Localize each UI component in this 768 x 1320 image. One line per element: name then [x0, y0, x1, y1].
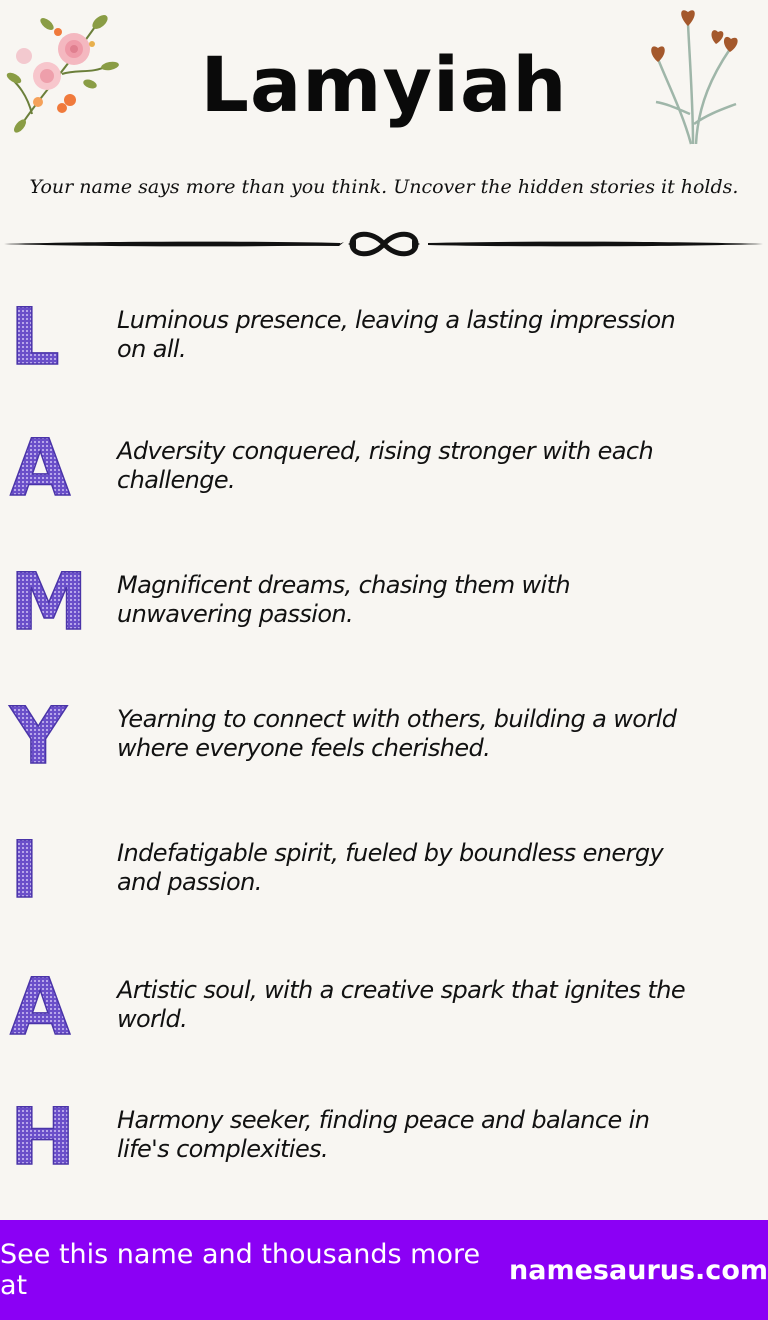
letter-badge	[10, 1090, 90, 1183]
list-item	[0, 290, 768, 400]
letter-glyph: Y	[10, 692, 67, 782]
letter-glyph: H	[10, 1093, 76, 1183]
letter-badge	[10, 290, 90, 383]
letter-description: Yearning to connect with others, building a world where everyone feels cherished.	[117, 705, 677, 762]
site-link[interactable]: namesaurus.com	[509, 1254, 768, 1286]
letter-glyph: A	[10, 963, 71, 1053]
list-item	[0, 555, 768, 665]
letter-description: Luminous presence, leaving a lasting impression on all.	[117, 306, 676, 363]
letter-glyph: M	[10, 558, 88, 648]
letter-badge	[10, 421, 90, 514]
footer-banner	[0, 1220, 768, 1320]
infinity-divider-icon	[4, 224, 764, 264]
list-item	[0, 421, 768, 531]
letter-badge	[10, 960, 90, 1053]
list-item	[0, 960, 768, 1070]
list-item	[0, 689, 768, 799]
letter-glyph: L	[10, 293, 60, 383]
page-title: Lamyiah	[200, 40, 568, 129]
list-item	[0, 823, 768, 933]
letter-description: Harmony seeker, finding peace and balance in life's complexities.	[117, 1106, 650, 1163]
letter-description: Artistic soul, with a creative spark that ignites the world.	[117, 976, 686, 1033]
letter-badge	[10, 555, 90, 648]
letter-glyph: I	[10, 826, 40, 916]
letter-description: Adversity conquered, rising stronger with each challenge.	[117, 437, 654, 494]
letter-badge	[10, 823, 90, 916]
list-item	[0, 1090, 768, 1200]
tagline: Your name says more than you think. Uncover the hidden stories it holds.	[29, 176, 739, 198]
footer-text: See this name and thousands more at	[0, 1239, 481, 1301]
letter-glyph: A	[10, 424, 71, 514]
letter-description: Indefatigable spirit, fueled by boundless energy and passion.	[117, 839, 664, 896]
letter-description: Magnificent dreams, chasing them with unwavering passion.	[117, 571, 571, 628]
letter-badge	[10, 689, 90, 782]
